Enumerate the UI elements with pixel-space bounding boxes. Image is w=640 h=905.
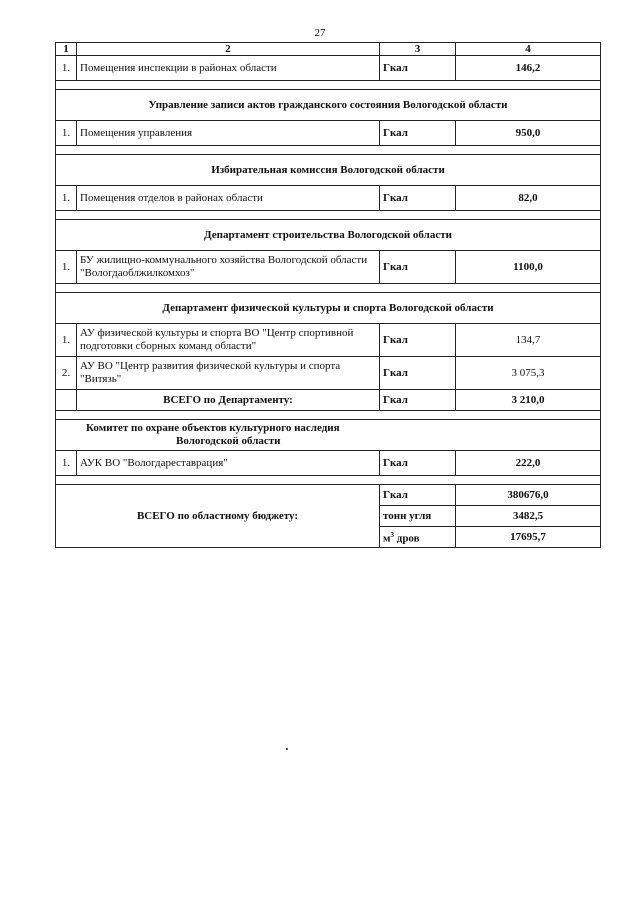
row-value: 950,0 (456, 121, 601, 146)
unit-suffix: дров (394, 532, 420, 545)
section-header (56, 90, 601, 121)
spacer-row (56, 284, 601, 293)
column-header-row (56, 43, 601, 56)
department-total-row (56, 390, 601, 411)
total-unit: Гкал (380, 390, 456, 411)
section-title-line: Вологодской области (176, 435, 281, 447)
table-row (56, 357, 601, 390)
section-header (56, 220, 601, 251)
section-header (56, 293, 601, 324)
spacer-row (56, 211, 601, 220)
row-unit: Гкал (380, 451, 456, 476)
section-title: Департамент строительства Вологодской области (56, 220, 601, 251)
section-title-line: Комитет по охране объектов культурного наследия (86, 422, 340, 434)
section-title: Избирательная комиссия Вологодской области (56, 155, 601, 186)
row-value: 134,7 (456, 324, 601, 357)
row-value: 1100,0 (456, 251, 601, 284)
row-unit: Гкал (380, 251, 456, 284)
row-unit: Гкал (380, 357, 456, 390)
grand-total-value: 3482,5 (456, 506, 601, 527)
spacer-row (56, 476, 601, 485)
table-row (56, 451, 601, 476)
row-number: 1. (56, 451, 77, 476)
row-unit: Гкал (380, 186, 456, 211)
table-row (56, 186, 601, 211)
row-name: Помещения управления (77, 121, 380, 146)
row-value: 82,0 (456, 186, 601, 211)
table-row (56, 251, 601, 284)
row-unit: Гкал (380, 324, 456, 357)
section-title: Управление записи актов гражданского состояния Вологодской области (56, 90, 601, 121)
budget-table (55, 42, 601, 548)
table-row (56, 56, 601, 81)
table-row (56, 324, 601, 357)
spacer-row (56, 146, 601, 155)
section-title: Департамент физической культуры и спорта Вологодской области (56, 293, 601, 324)
row-unit: Гкал (380, 121, 456, 146)
total-value: 3 210,0 (456, 390, 601, 411)
spacer-row (56, 81, 601, 90)
row-value: 3 075,3 (456, 357, 601, 390)
row-number: 1. (56, 56, 77, 81)
row-unit: Гкал (380, 56, 456, 81)
section-title (56, 420, 601, 451)
grand-total-unit (380, 527, 456, 548)
row-name: Помещения отделов в районах области (77, 186, 380, 211)
unit-prefix: м (383, 532, 391, 545)
section-header (56, 420, 601, 451)
row-value: 146,2 (456, 56, 601, 81)
scan-speck (286, 748, 288, 750)
row-number: 2. (56, 357, 77, 390)
column-header: 2 (77, 43, 380, 56)
grand-total-label: ВСЕГО по областному бюджету: (56, 485, 380, 548)
grand-total-unit: Гкал (380, 485, 456, 506)
total-label: ВСЕГО по Департаменту: (77, 390, 380, 411)
row-number: 1. (56, 121, 77, 146)
page-number: 27 (314, 27, 326, 39)
row-name: АУ ВО "Центр развития физической культуры и спорта "Витязь" (77, 357, 380, 390)
grand-total-unit: тонн угля (380, 506, 456, 527)
section-header (56, 155, 601, 186)
column-header: 4 (456, 43, 601, 56)
grand-total-row (56, 485, 601, 506)
row-name: БУ жилищно-коммунального хозяйства Вологодской области "Вологдаоблжилкомхоз" (77, 251, 380, 284)
spacer-row (56, 411, 601, 420)
row-number: 1. (56, 186, 77, 211)
row-number: 1. (56, 324, 77, 357)
row-value: 222,0 (456, 451, 601, 476)
row-name: АУ физической культуры и спорта ВО "Центр спортивной подготовки сборных команд области" (77, 324, 380, 357)
row-name: АУК ВО "Вологдареставрация" (77, 451, 380, 476)
unit-superscript: 3 (390, 530, 394, 539)
grand-total-value: 380676,0 (456, 485, 601, 506)
row-name: Помещения инспекции в районах области (77, 56, 380, 81)
grand-total-value: 17695,7 (456, 527, 601, 548)
column-header: 1 (56, 43, 77, 56)
column-header: 3 (380, 43, 456, 56)
table-row (56, 121, 601, 146)
row-number: 1. (56, 251, 77, 284)
